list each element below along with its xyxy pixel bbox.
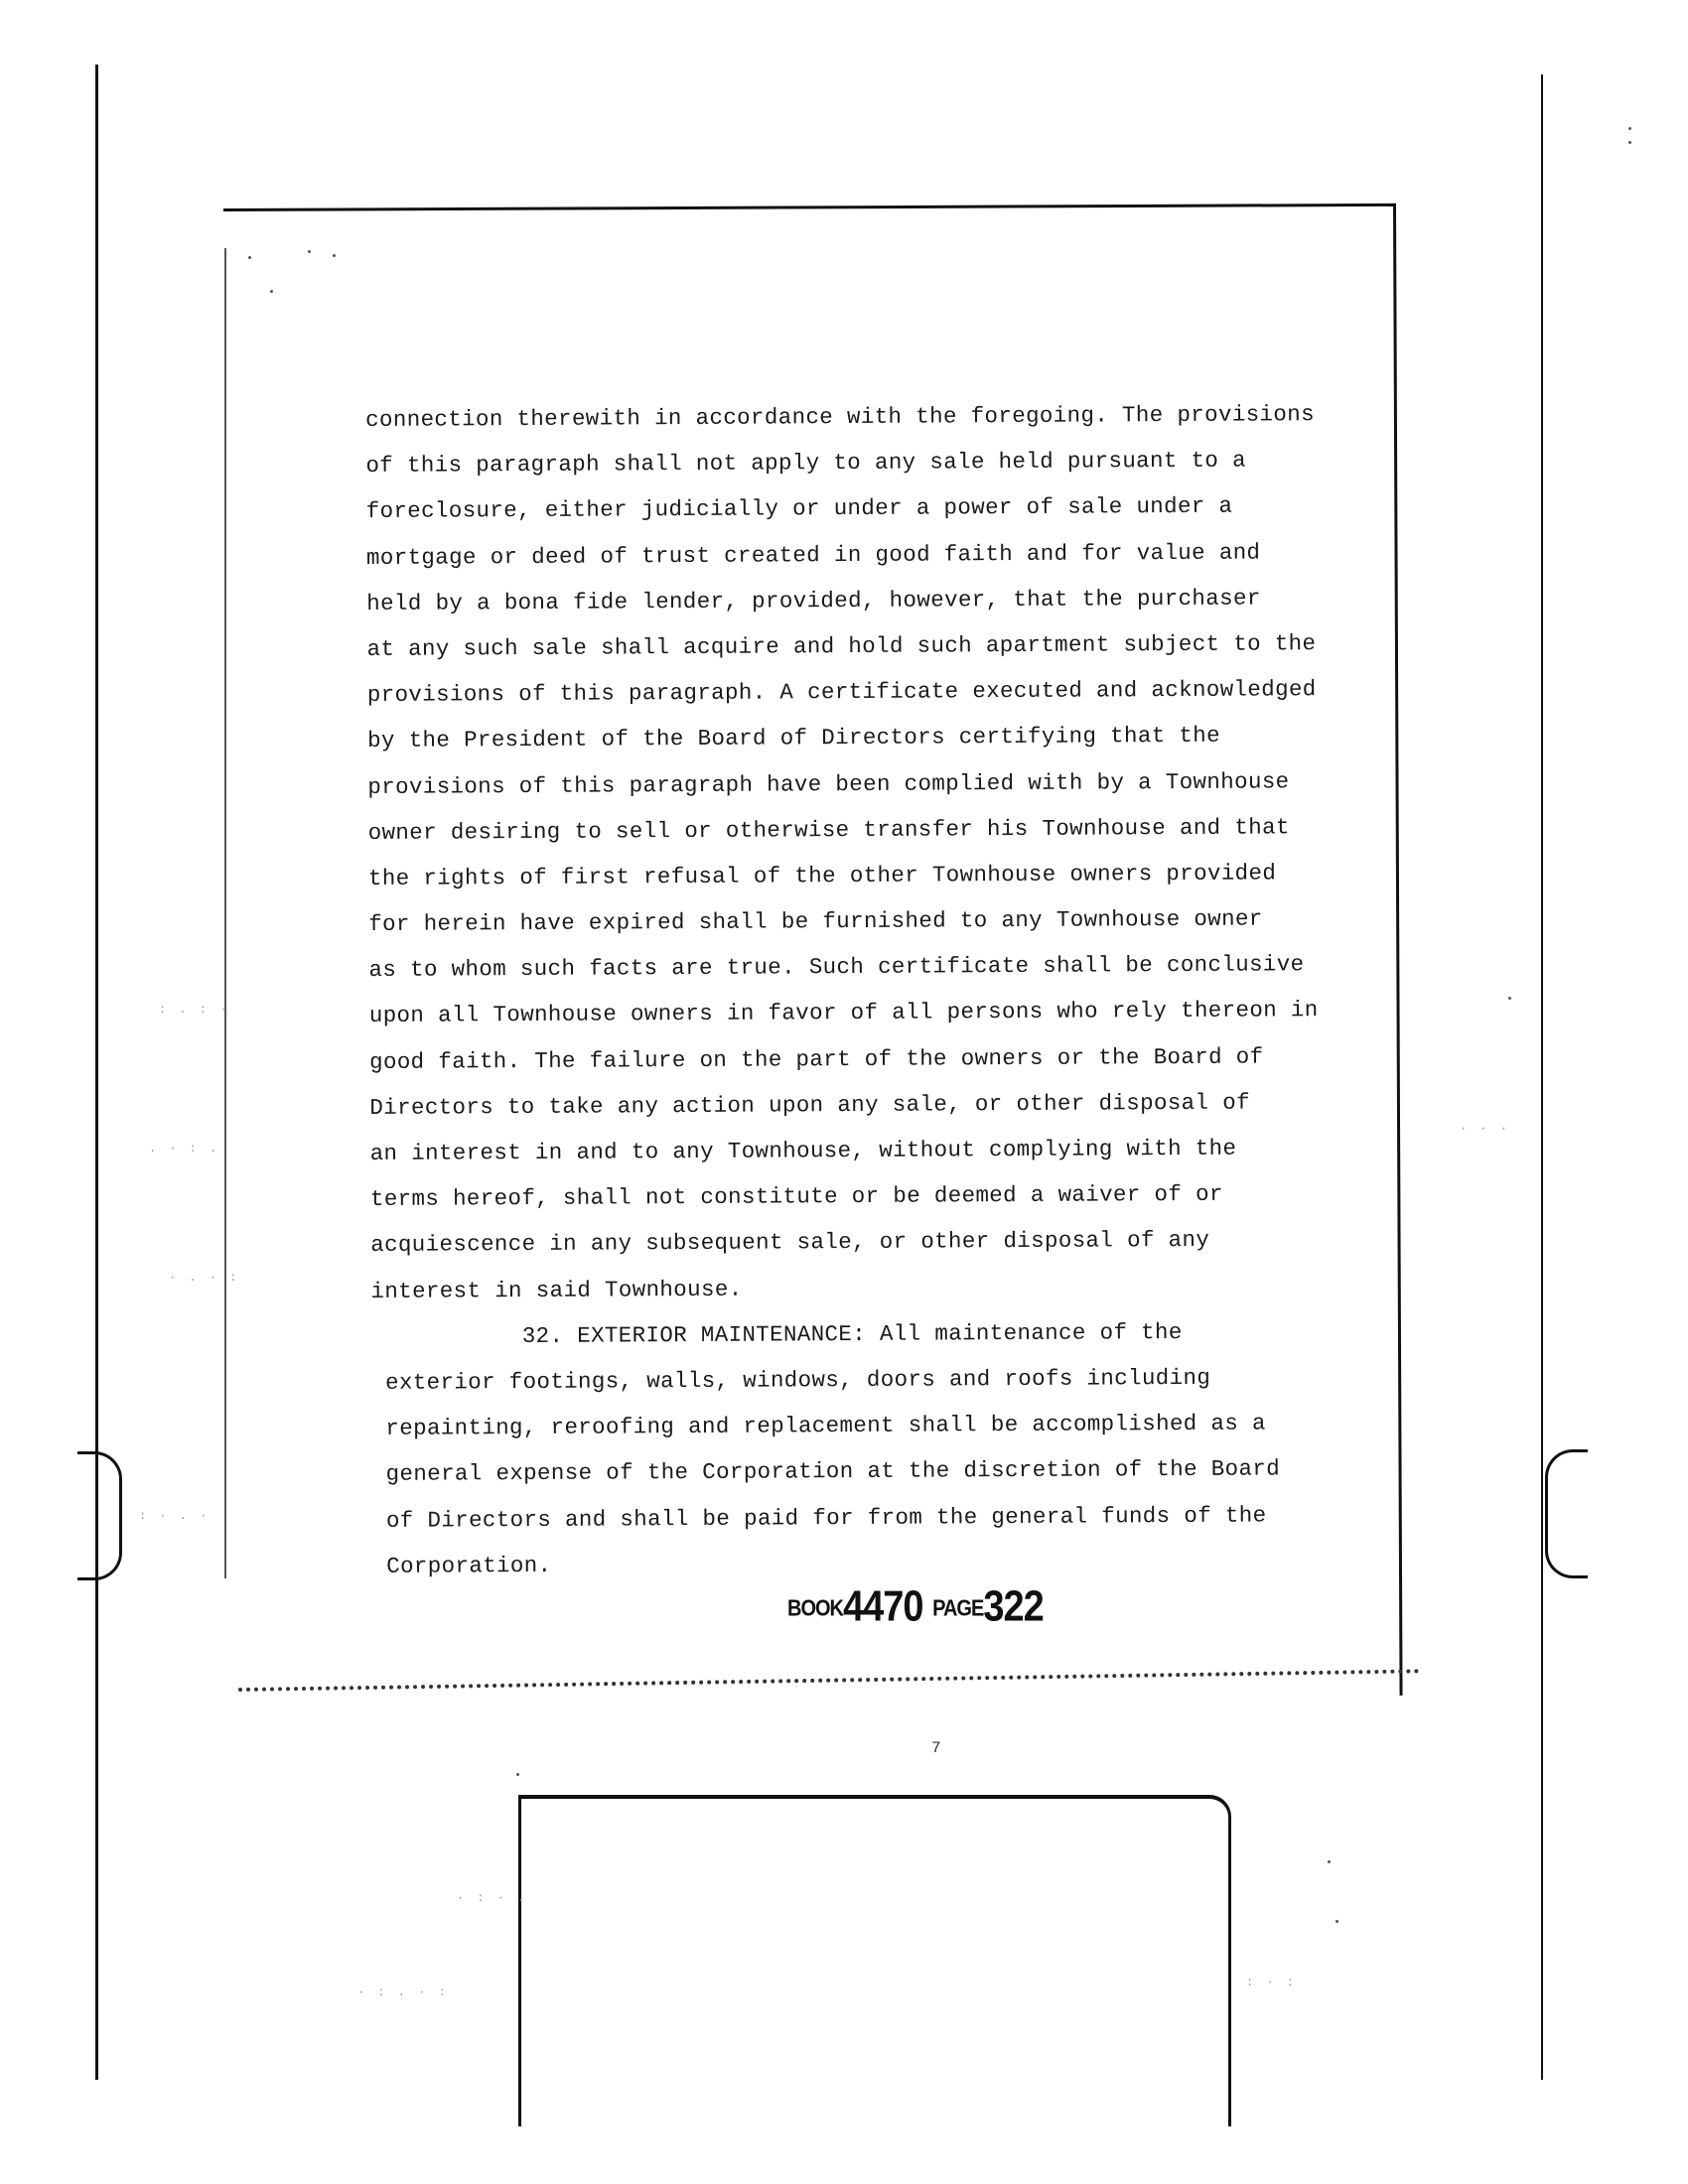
body-line: upon all Townhouse owners in favor of all persons who rely thereon in bbox=[368, 997, 1319, 1029]
section-heading: 32. EXTERIOR MAINTENANCE: All maintenance of the bbox=[521, 1318, 1183, 1349]
page-reference-number: 322 bbox=[983, 1582, 1044, 1632]
body-line: the rights of first refusal of the other Townhouse owners provided bbox=[367, 860, 1277, 891]
page-label: PAGE bbox=[932, 1595, 984, 1622]
book-page-reference bbox=[787, 1583, 1044, 1632]
inner-left-rule bbox=[224, 248, 226, 1578]
lower-document-frame bbox=[518, 1795, 1231, 2126]
section-line: Corporation. bbox=[386, 1552, 552, 1579]
body-line: mortgage or deed of trust created in good faith and for value and bbox=[365, 539, 1261, 571]
scan-noise: . · : . bbox=[149, 1142, 220, 1156]
section-line: general expense of the Corporation at the discretion of the Board bbox=[385, 1455, 1281, 1488]
scan-speck bbox=[270, 290, 273, 293]
body-line: of this paragraph shall not apply to any sale held pursuant to a bbox=[365, 447, 1247, 479]
body-line: good faith. The failure on the part of the owners or the Board of bbox=[369, 1043, 1264, 1075]
right-binding-bracket bbox=[1545, 1449, 1588, 1578]
document-body bbox=[365, 391, 1345, 1589]
body-line: for herein have expired shall be furnished to any Townhouse owner bbox=[368, 905, 1263, 938]
body-line: provisions of this paragraph. A certificate executed and acknowledged bbox=[366, 676, 1317, 709]
body-line: owner desiring to sell or otherwise transfer his Townhouse and that bbox=[367, 814, 1290, 846]
scan-noise: : · . · bbox=[139, 1509, 211, 1523]
body-line: Directors to take any action upon any sale, or other disposal of bbox=[369, 1089, 1250, 1121]
section-line: exterior footings, walls, windows, doors and roofs including bbox=[384, 1364, 1211, 1396]
scan-noise: · . · : bbox=[169, 1271, 240, 1285]
section-line: repainting, reroofing and replacement shall be accomplished as a bbox=[385, 1410, 1266, 1442]
scan-speck bbox=[333, 254, 336, 257]
scan-speck bbox=[248, 256, 251, 259]
scan-noise: : · : bbox=[1246, 1976, 1298, 1989]
body-line: foreclosure, either judicially or under a power of sale under a bbox=[365, 493, 1233, 525]
body-line: at any such sale shall acquire and hold such apartment subject to the bbox=[366, 630, 1317, 662]
scan-noise: · · · bbox=[1460, 1122, 1511, 1136]
scan-speck bbox=[516, 1773, 519, 1776]
body-line: held by a bona fide lender, provided, however, that the purchaser bbox=[366, 585, 1261, 616]
body-line: provisions of this paragraph have been complied with by a Townhouse bbox=[367, 767, 1290, 800]
book-number: 4470 bbox=[843, 1582, 923, 1632]
scan-speck bbox=[1508, 997, 1511, 1000]
scan-noise: : . : · bbox=[159, 1003, 230, 1017]
page-number: 7 bbox=[931, 1739, 941, 1757]
scan-speck bbox=[1628, 141, 1631, 144]
body-line: by the President of the Board of Directors certifying that the bbox=[367, 723, 1221, 754]
book-label: BOOK bbox=[787, 1595, 843, 1622]
scan-speck bbox=[1328, 1860, 1331, 1863]
body-line: interest in said Townhouse. bbox=[370, 1276, 743, 1304]
body-line: as to whom such facts are true. Such certificate shall be conclusive bbox=[368, 951, 1305, 984]
body-line: connection therewith in accordance with the foregoing. The provisions bbox=[365, 401, 1316, 433]
scan-speck bbox=[1628, 127, 1631, 130]
left-binding-bracket bbox=[77, 1451, 122, 1580]
scan-speck bbox=[1336, 1920, 1338, 1923]
left-margin-rule bbox=[95, 65, 98, 2080]
right-margin-rule bbox=[1541, 74, 1543, 2080]
scan-noise: · : . · : bbox=[357, 1985, 449, 1999]
scan-noise: · : · . bbox=[457, 1891, 528, 1905]
section-line: of Directors and shall be paid for from the general funds of the bbox=[385, 1501, 1267, 1534]
body-line: an interest in and to any Townhouse, without complying with the bbox=[369, 1135, 1237, 1166]
body-line: acquiescence in any subsequent sale, or other disposal of any bbox=[370, 1227, 1210, 1259]
body-line: terms hereof, shall not constitute or be deemed a waiver of or bbox=[369, 1180, 1223, 1213]
scan-speck bbox=[308, 250, 311, 253]
